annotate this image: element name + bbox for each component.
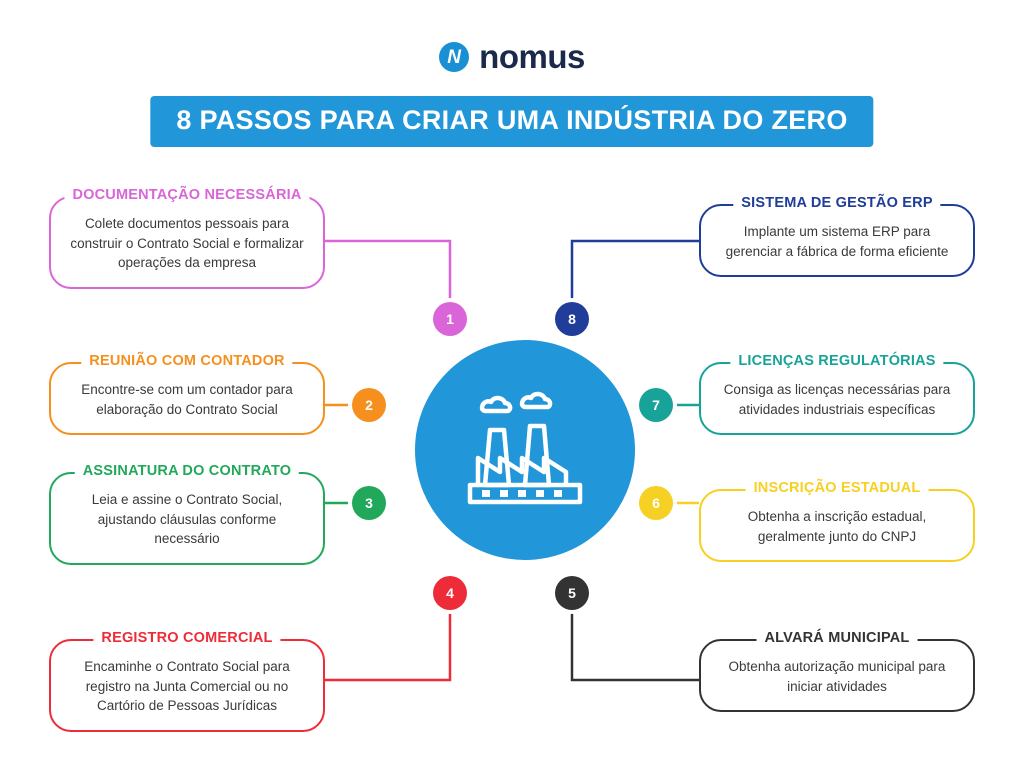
step-heading-1: DOCUMENTAÇÃO NECESSÁRIA (64, 187, 309, 203)
step-heading-7: LICENÇAS REGULATÓRIAS (730, 353, 943, 369)
step-badge-1[interactable]: 1 (433, 302, 467, 336)
step-badge-8[interactable]: 8 (555, 302, 589, 336)
step-heading-2: REUNIÃO COM CONTADOR (81, 353, 292, 369)
step-body-2: Encontre-se com um contador para elaboração do Contrato Social (81, 382, 293, 417)
step-body-7: Consiga as licenças necessárias para atividades industriais específicas (723, 382, 951, 417)
step-heading-8: SISTEMA DE GESTÃO ERP (733, 195, 940, 211)
center-hub (415, 340, 635, 560)
step-body-1: Colete documentos pessoais para construir o Contrato Social e formalizar operações da empresa (70, 216, 304, 271)
step-badge-4[interactable]: 4 (433, 576, 467, 610)
step-card-2[interactable] (49, 353, 325, 435)
step-card-7[interactable] (699, 353, 975, 435)
step-badge-5[interactable]: 5 (555, 576, 589, 610)
step-card-6[interactable] (699, 480, 975, 562)
step-heading-3: ASSINATURA DO CONTRATO (75, 463, 299, 479)
step-card-3[interactable] (49, 463, 325, 565)
step-body-4: Encaminhe o Contrato Social para registro na Junta Comercial ou no Cartório de Pessoas Jurídicas (84, 659, 290, 714)
step-heading-6: INSCRIÇÃO ESTADUAL (746, 480, 929, 496)
step-badge-6[interactable]: 6 (639, 486, 673, 520)
step-card-5[interactable] (699, 630, 975, 712)
step-body-6: Obtenha a inscrição estadual, geralmente junto do CNPJ (747, 509, 927, 544)
factory-icon (460, 390, 590, 510)
brand-logo (0, 38, 1024, 76)
step-body-8: Implante um sistema ERP para gerenciar a fábrica de forma eficiente (725, 224, 949, 259)
step-card-1[interactable] (49, 187, 325, 289)
brand-name: nomus (479, 38, 585, 75)
step-heading-5: ALVARÁ MUNICIPAL (757, 630, 918, 646)
nomus-logo-icon: N (439, 42, 469, 72)
step-body-5: Obtenha autorização municipal para iniciar atividades (728, 659, 946, 694)
step-card-4[interactable] (49, 630, 325, 732)
step-card-8[interactable] (699, 195, 975, 277)
step-badge-7[interactable]: 7 (639, 388, 673, 422)
step-badge-2[interactable]: 2 (352, 388, 386, 422)
page-title: 8 PASSOS PARA CRIAR UMA INDÚSTRIA DO ZERO (150, 96, 873, 147)
step-badge-3[interactable]: 3 (352, 486, 386, 520)
step-body-3: Leia e assine o Contrato Social, ajustando cláusulas conforme necessário (91, 492, 283, 547)
step-heading-4: REGISTRO COMERCIAL (93, 630, 280, 646)
